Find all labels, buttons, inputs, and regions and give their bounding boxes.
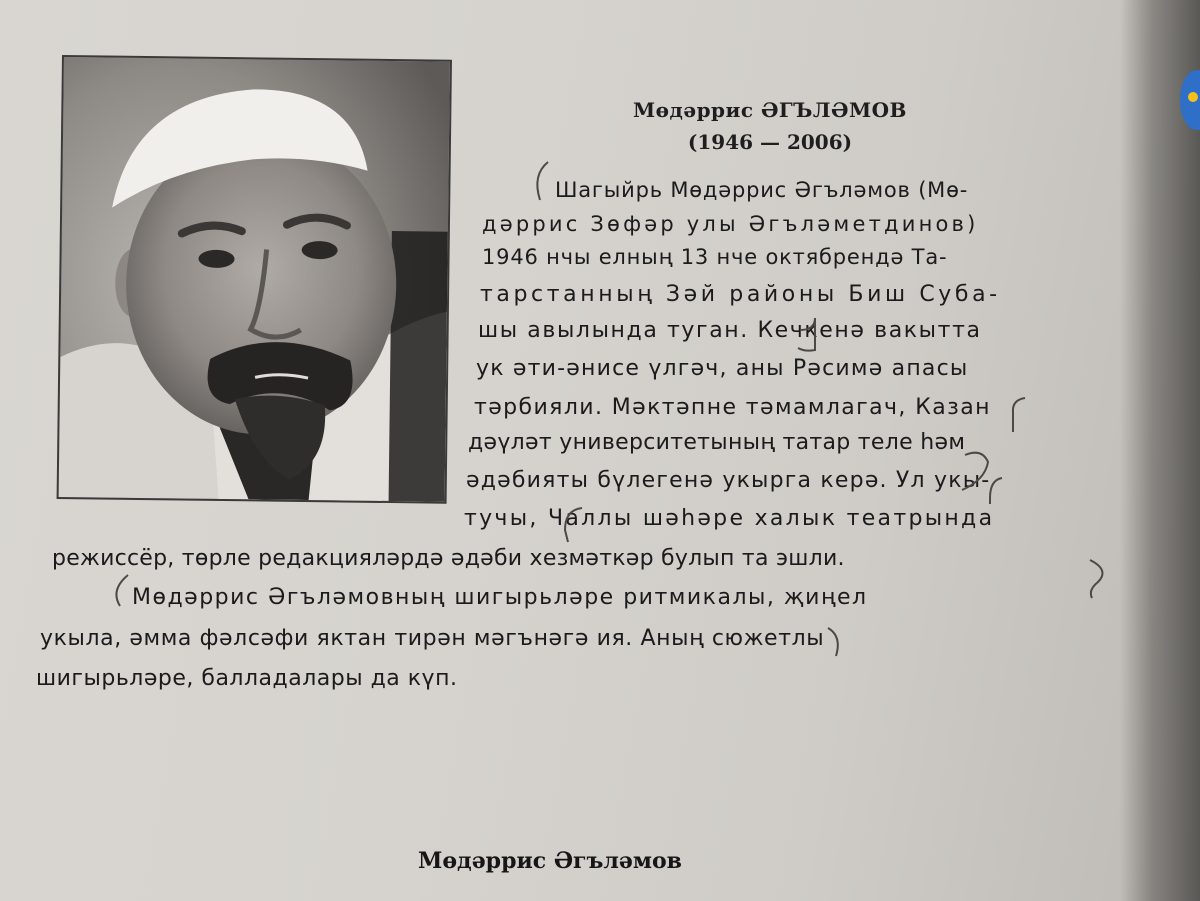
bio-line: режиссёр, төрле редакцияләрдә әдәби хезмәткәр булып та эшли. bbox=[52, 546, 845, 571]
bio-line: Мөдәррис Әгъләмовның шигырьләре ритмикалы, җиңел bbox=[132, 585, 868, 610]
bio-line: тучы, Чаллы шәһәре халык театрында bbox=[464, 506, 995, 531]
author-years-heading: (1946 — 2006) bbox=[687, 130, 853, 154]
author-name-heading: Мөдәррис ӘГЪЛӘМОВ bbox=[633, 98, 907, 122]
bio-line: шигырьләре, балладалары да күп. bbox=[36, 666, 458, 691]
bio-line: Шагыйрь Мөдәррис Әгъләмов (Мө- bbox=[555, 178, 969, 202]
bio-line: әдәбияты бүлегенә укырга керә. Ул укы- bbox=[466, 468, 991, 493]
bio-line: тарстанның Зәй районы Биш Суба- bbox=[480, 282, 1001, 307]
bio-line: дәүләт университетының татар теле һәм bbox=[468, 430, 966, 455]
bio-line: тәрбияли. Мәктәпне тәмамлагач, Казан bbox=[474, 395, 991, 420]
bio-line: 1946 нчы елның 13 нче октябрендә Та- bbox=[482, 245, 948, 269]
bio-line: укыла, әмма фәлсәфи яктан тирән мәгънәгә ия. Аның сюжетлы bbox=[40, 626, 825, 651]
bio-line: дәррис Зөфәр улы Әгъләметдинов) bbox=[482, 212, 979, 236]
page-edge-shadow bbox=[1120, 0, 1200, 901]
bio-line: ук әти-әнисе үлгәч, аны Рәсимә апасы bbox=[476, 356, 969, 381]
section-title: Мөдәррис Әгъләмов bbox=[418, 848, 682, 874]
bio-line: шы авылында туган. Кечкенә вакытта bbox=[478, 318, 982, 343]
